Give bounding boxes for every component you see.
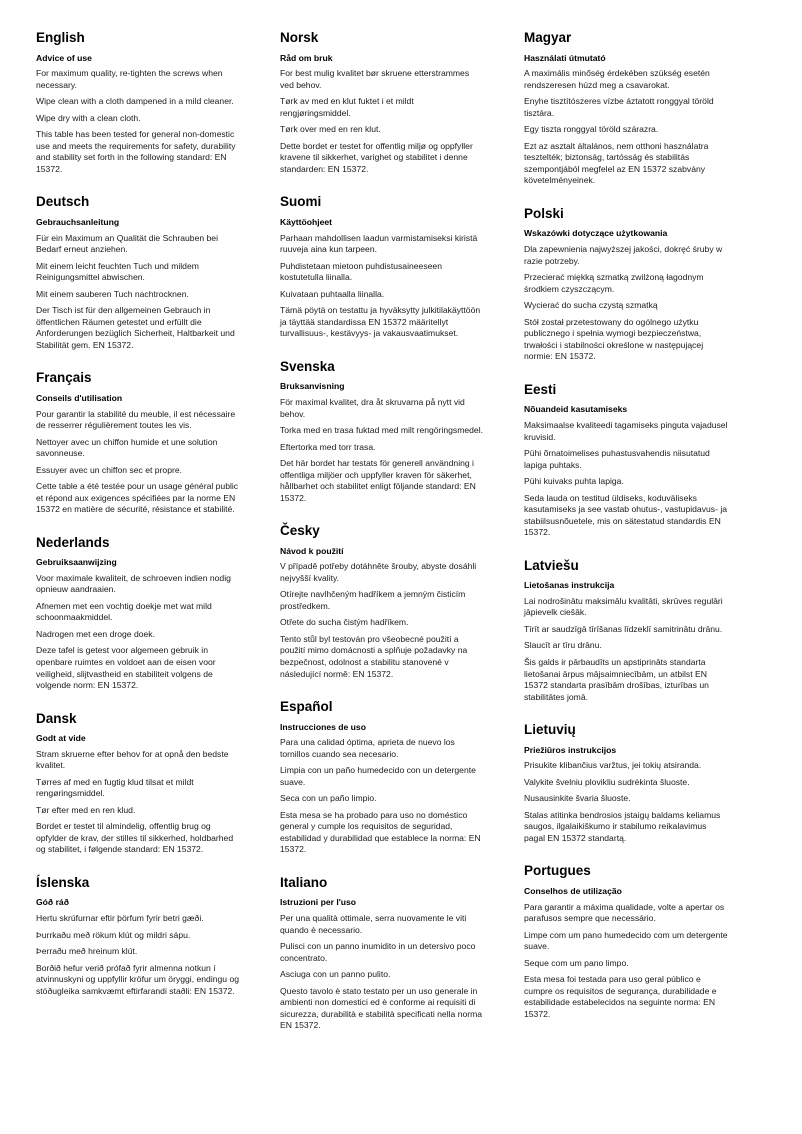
instruction-paragraph: Tørres af med en fugtig klud tilsat et mildt rengøringsmiddel. (36, 776, 194, 799)
language-heading: Svenska (280, 358, 335, 374)
instruction-paragraph: Prisukite klibančius varžtus, jei tokių atsiranda. (524, 760, 702, 771)
instruction-paragraph: Wipe dry with a clean cloth. (36, 112, 141, 123)
language-heading: Dansk (36, 710, 77, 726)
instruction-paragraph: Lai nodrošinātu maksimālu kvalitāti, skrūves regulāri jāpievelk ciešāk. (524, 595, 723, 618)
instruction-paragraph: Voor maximale kwaliteit, de schroeven indien nodig opnieuw aandraaien. (36, 572, 231, 595)
language-section (280, 359, 484, 504)
language-heading: Portugues (524, 863, 591, 879)
instruction-paragraph: V případě potřeby dotáhněte šrouby, abyste dosáhli nejvyšší kvality. (280, 561, 477, 583)
language-subheading: Godt at vide (36, 733, 86, 744)
language-subheading: Lietošanas instrukcija (524, 580, 615, 591)
language-columns (36, 30, 766, 1051)
language-subheading: Råd om bruk (280, 52, 333, 63)
instruction-paragraph: Asciuga con un panno pulito. (280, 969, 391, 980)
instruction-paragraph: Essuyer avec un chiffon sec et propre. (36, 464, 183, 475)
language-heading: Eesti (524, 381, 557, 397)
language-subheading: Advice of use (36, 52, 92, 63)
instruction-paragraph: Seda lauda on testitud üldiseks, koduväliseks kasutamiseks ja see vastab ohutus-, vastupidavus- ja stabiilsusnõuetele, mis on sätestatud standardis EN 15372. (524, 492, 728, 538)
instruction-paragraph: Esta mesa foi testada para uso geral público e cumpre os requisitos de segurança, durabilidade e estabilidade estabelecidos na seguinte norma: EN 15372. (524, 974, 717, 1019)
instruction-paragraph: Egy tiszta ronggyal töröld szárazra. (524, 124, 659, 135)
instruction-paragraph: Questo tavolo è stato testato per un uso generale in ambienti non domestici ed è conforme ai requisiti di sicurezza, durabilità e stabilità specificati nella norma EN 15372. (280, 985, 483, 1031)
instruction-paragraph: Bordet er testet til almindelig, offentlig brug og opfylder de krav, der stilles til sikkerhed, holdbarhed og stabilitet, i følgende standard: EN 15372. (36, 821, 234, 855)
instruction-paragraph: Wipe clean with a cloth dampened in a mild cleaner. (36, 96, 234, 107)
instruction-paragraph: Slaucīt ar tīru drānu. (524, 640, 602, 651)
language-heading: Suomi (280, 194, 322, 210)
instruction-paragraph: Dla zapewnienia najwyższej jakości, dokręć śruby w razie potrzeby. (524, 244, 723, 266)
instruction-paragraph: Stalas atitinka bendrosios įstaigų baldams keliamus saugos, ilgalaikiškumo ir stabilumo reikalavimus pagal EN 15372 standartą. (524, 809, 721, 843)
language-section (280, 194, 484, 339)
instruction-paragraph: Tämä pöytä on testattu ja hyväksytty julkitilakäyttöön ja täyttää standardissa EN 15372 määritellyt turvallisuus-, kestävyys- ja vakausvaatimukset. (280, 305, 481, 339)
instruction-paragraph: Ezt az asztalt általános, nem otthoni használatra tesztelték; biztonság, tartósság és stabilitás szempontjából megfelel az EN 15372 szabvány követelményeinek. (524, 140, 709, 186)
language-section (36, 535, 240, 692)
language-heading: Polski (524, 205, 564, 221)
language-subheading: Käyttöohjeet (280, 216, 333, 227)
instruction-paragraph: Tørk av med en klut fuktet i et mildt rengjøringsmiddel. (280, 96, 414, 118)
instruction-paragraph: Stram skruerne efter behov for at opnå den bedste kvalitet. (36, 748, 229, 771)
language-heading: Français (36, 370, 92, 386)
instruction-paragraph: Mit einem leicht feuchten Tuch und mildem Reinigungsmittel abwischen. (36, 260, 199, 283)
instruction-paragraph: Para garantir a máxima qualidade, volte a apertar os parafusos sempre que necessário. (524, 901, 725, 924)
language-subheading: Istruzioni per l'uso (280, 897, 357, 908)
instruction-paragraph: Valykite švelniu plovikliu sudrėkinta šluoste. (524, 776, 690, 787)
instruction-paragraph: Otřete do sucha čistým hadříkem. (280, 617, 409, 628)
instruction-paragraph: Tento stůl byl testován pro všeobecné použití a použití mimo domácnosti a splňuje požadavky na bezpečnost, odolnost a stabilitu stanovené v následující normě: EN 15372. (280, 633, 468, 679)
instruction-paragraph: Þerraðu með hreinum klút. (36, 946, 138, 957)
instruction-paragraph: A maximális minőség érdekében szükség esetén rendszeresen húzd meg a csavarokat. (524, 68, 710, 90)
instruction-paragraph: Parhaan mahdollisen laadun varmistamiseksi kiristä ruuveja aina kun tarpeen. (280, 232, 478, 255)
language-section (36, 875, 240, 997)
instruction-paragraph: Det här bordet har testats för generell användning i offentliga miljöer och uppfyller kraven för säkerhet, hållbarhet och stabilitet enligt följande standard: EN 15372. (280, 458, 476, 503)
language-section (524, 558, 728, 703)
language-heading: Lietuvių (524, 722, 576, 738)
instruction-paragraph: Torka med en trasa fuktad med milt rengöringsmedel. (280, 425, 484, 436)
language-subheading: Gebruiksaanwijzing (36, 557, 117, 568)
instruction-paragraph: Šis galds ir pārbaudīts un apstiprināts standarta lietošanai ārpus mājsaimniecībām, un atbilst EN 15372 standarta prasībām drošības, izturības un stabilitātes jomā. (524, 656, 709, 702)
instruction-paragraph: För maximal kvalitet, dra åt skruvarna på nytt vid behov. (280, 397, 465, 419)
instruction-paragraph: Pühi kuivaks puhta lapiga. (524, 476, 624, 487)
language-section (524, 206, 728, 363)
language-section (280, 699, 484, 856)
language-subheading: Góð ráð (36, 897, 69, 908)
language-subheading: Conseils d'utilisation (36, 392, 123, 403)
instruction-paragraph: For best mulig kvalitet bør skruene etterstrammes ved behov. (280, 68, 470, 90)
instruction-paragraph: Seca con un paño limpio. (280, 793, 377, 804)
instruction-paragraph: Seque com um pano limpo. (524, 957, 629, 968)
instruction-paragraph: Für ein Maximum an Qualität die Schrauben bei Bedarf erneut anziehen. (36, 232, 218, 255)
instruction-paragraph: Pulisci con un panno inumidito in un detersivo poco concentrato. (280, 941, 476, 963)
language-section (36, 711, 240, 856)
instruction-paragraph: Pühi õrnatoimelises puhastusvahendis niisutatud lapiga puhtaks. (524, 448, 710, 470)
instruction-paragraph: Pour garantir la stabilité du meuble, il est nécessaire de resserrer régulièrement toutes les vis. (36, 408, 236, 431)
language-heading: Norsk (280, 30, 319, 45)
language-section (36, 30, 240, 175)
language-subheading: Wskazówki dotyczące użytkowania (524, 228, 668, 239)
language-section (36, 370, 240, 515)
instruction-paragraph: Enyhe tisztítószeres vízbe áztatott ronggyal töröld tisztára. (524, 96, 714, 118)
language-subheading: Gebrauchsanleitung (36, 216, 120, 227)
instruction-paragraph: Puhdistetaan mietoon puhdistusaineeseen kostutetulla liinalla. (280, 260, 442, 283)
language-column (280, 30, 502, 1051)
language-subheading: Bruksanvisning (280, 381, 345, 392)
instruction-paragraph: Afnemen met een vochtig doekje met wat mild schoonmaakmiddel. (36, 600, 212, 623)
instruction-paragraph: Przecierać miękką szmatką zwilżoną łagodnym środkiem czyszczącym. (524, 272, 704, 294)
language-section (524, 863, 728, 1020)
language-column (36, 30, 258, 1016)
instruction-paragraph: Borðið hefur verið prófað fyrir almenna notkun í atvinnuskyni og uppfyllir kröfur um öryggi, endingu og stöðugleika samkvæmt eftirfarandi staðli: EN 15372. (36, 962, 240, 996)
instruction-paragraph: Limpe com um pano humedecido com um detergente suave. (524, 929, 728, 952)
language-section (524, 722, 728, 844)
language-heading: Nederlands (36, 534, 110, 550)
instruction-paragraph: Wycierać do sucha czystą szmatką (524, 300, 658, 311)
instruction-paragraph: Hertu skrúfurnar eftir þörfum fyrir betri gæði. (36, 913, 204, 924)
language-section (280, 875, 484, 1032)
instruction-paragraph: Para una calidad óptima, aprieta de nuevo los tornillos cuando sea necesario. (280, 737, 455, 759)
instruction-paragraph: Deze tafel is getest voor algemeen gebruik in openbare ruimtes en voldoet aan de eisen voor veiligheid, slijtvastheid en stabiliteit volgens de volgende norm: EN 15372. (36, 645, 216, 691)
instruction-paragraph: Der Tisch ist für den allgemeinen Gebrauch in öffentlichen Räumen getestet und erfüllt die Anforderungen bezüglich Sicherheit, Haltbarkeit und Stabilität gem. EN 15372. (36, 305, 235, 350)
language-heading: Česky (280, 523, 320, 539)
instruction-paragraph: Mit einem sauberen Tuch nachtrocknen. (36, 288, 189, 299)
language-heading: Magyar (524, 30, 572, 45)
language-subheading: Priežiūros instrukcijos (524, 744, 617, 755)
language-subheading: Conselhos de utilização (524, 885, 622, 896)
instruction-paragraph: Per una qualità ottimale, serra nuovamente le viti quando è necessario. (280, 913, 467, 935)
instruction-paragraph: Esta mesa se ha probado para uso no doméstico general y cumple los requisitos de seguridad, estabilidad y durabilidad que establece la norma: EN 15372. (280, 809, 481, 855)
language-section (280, 30, 484, 175)
instruction-paragraph: Nadrogen met een droge doek. (36, 628, 155, 639)
instruction-paragraph: Nusausinkite švaria šluoste. (524, 793, 631, 804)
instruction-paragraph: Cette table a été testée pour un usage général public et répond aux exigences spécifiées par la norme EN 15372 en matière de sécurité, résistance et stabilité. (36, 481, 239, 515)
instruction-paragraph: Limpia con un paño humedecido con un detergente suave. (280, 765, 476, 787)
language-heading: Español (280, 699, 333, 715)
instruction-paragraph: For maximum quality, re-tighten the screws when necessary. (36, 68, 223, 90)
language-heading: English (36, 30, 85, 45)
language-subheading: Návod k použití (280, 545, 344, 556)
language-section (36, 194, 240, 351)
instruction-paragraph: Stół został przetestowany do ogólnego użytku publicznego i spełnia wymogi bezpieczeństwa, trwałości i stabilności określone w następującej normie: EN 15372. (524, 316, 704, 362)
language-section (524, 382, 728, 539)
instruction-paragraph: Tørk over med en ren klut. (280, 124, 381, 135)
instruction-paragraph: Otírejte navlhčeným hadříkem a jemným čisticím prostředkem. (280, 589, 466, 611)
instruction-paragraph: Nettoyer avec un chiffon humide et une solution savonneuse. (36, 436, 218, 459)
language-heading: Íslenska (36, 874, 90, 890)
instruction-paragraph: Tør efter med en ren klud. (36, 804, 136, 815)
instruction-paragraph: Dette bordet er testet for offentlig miljø og oppfyller kravene til sikkerhet, varighet og stabilitet i denne standarden: EN 15372. (280, 140, 473, 174)
instruction-paragraph: Tīrīt ar saudzīgā tīrīšanas līdzeklī samitrinātu drānu. (524, 623, 723, 634)
language-column (524, 30, 746, 1039)
instruction-paragraph: Eftertorka med torr trasa. (280, 441, 376, 452)
instruction-paragraph: Kuivataan puhtaalla liinalla. (280, 288, 385, 299)
language-heading: Deutsch (36, 194, 90, 210)
language-subheading: Használati útmutató (524, 52, 606, 63)
instruction-paragraph: Þurrkaðu með rökum klút og mildri sápu. (36, 929, 191, 940)
language-section (280, 523, 484, 680)
instruction-paragraph: Maksimaalse kvaliteedi tagamiseks pinguta vajadusel kruvisid. (524, 420, 728, 442)
language-section (524, 30, 728, 187)
instruction-paragraph: This table has been tested for general non-domestic use and meets the requirements for safety, durability and stability set forth in the following standard: EN 15372. (36, 129, 236, 174)
language-subheading: Instrucciones de uso (280, 721, 366, 732)
language-heading: Latviešu (524, 557, 579, 573)
language-subheading: Nõuandeid kasutamiseks (524, 404, 628, 415)
language-heading: Italiano (280, 874, 328, 890)
